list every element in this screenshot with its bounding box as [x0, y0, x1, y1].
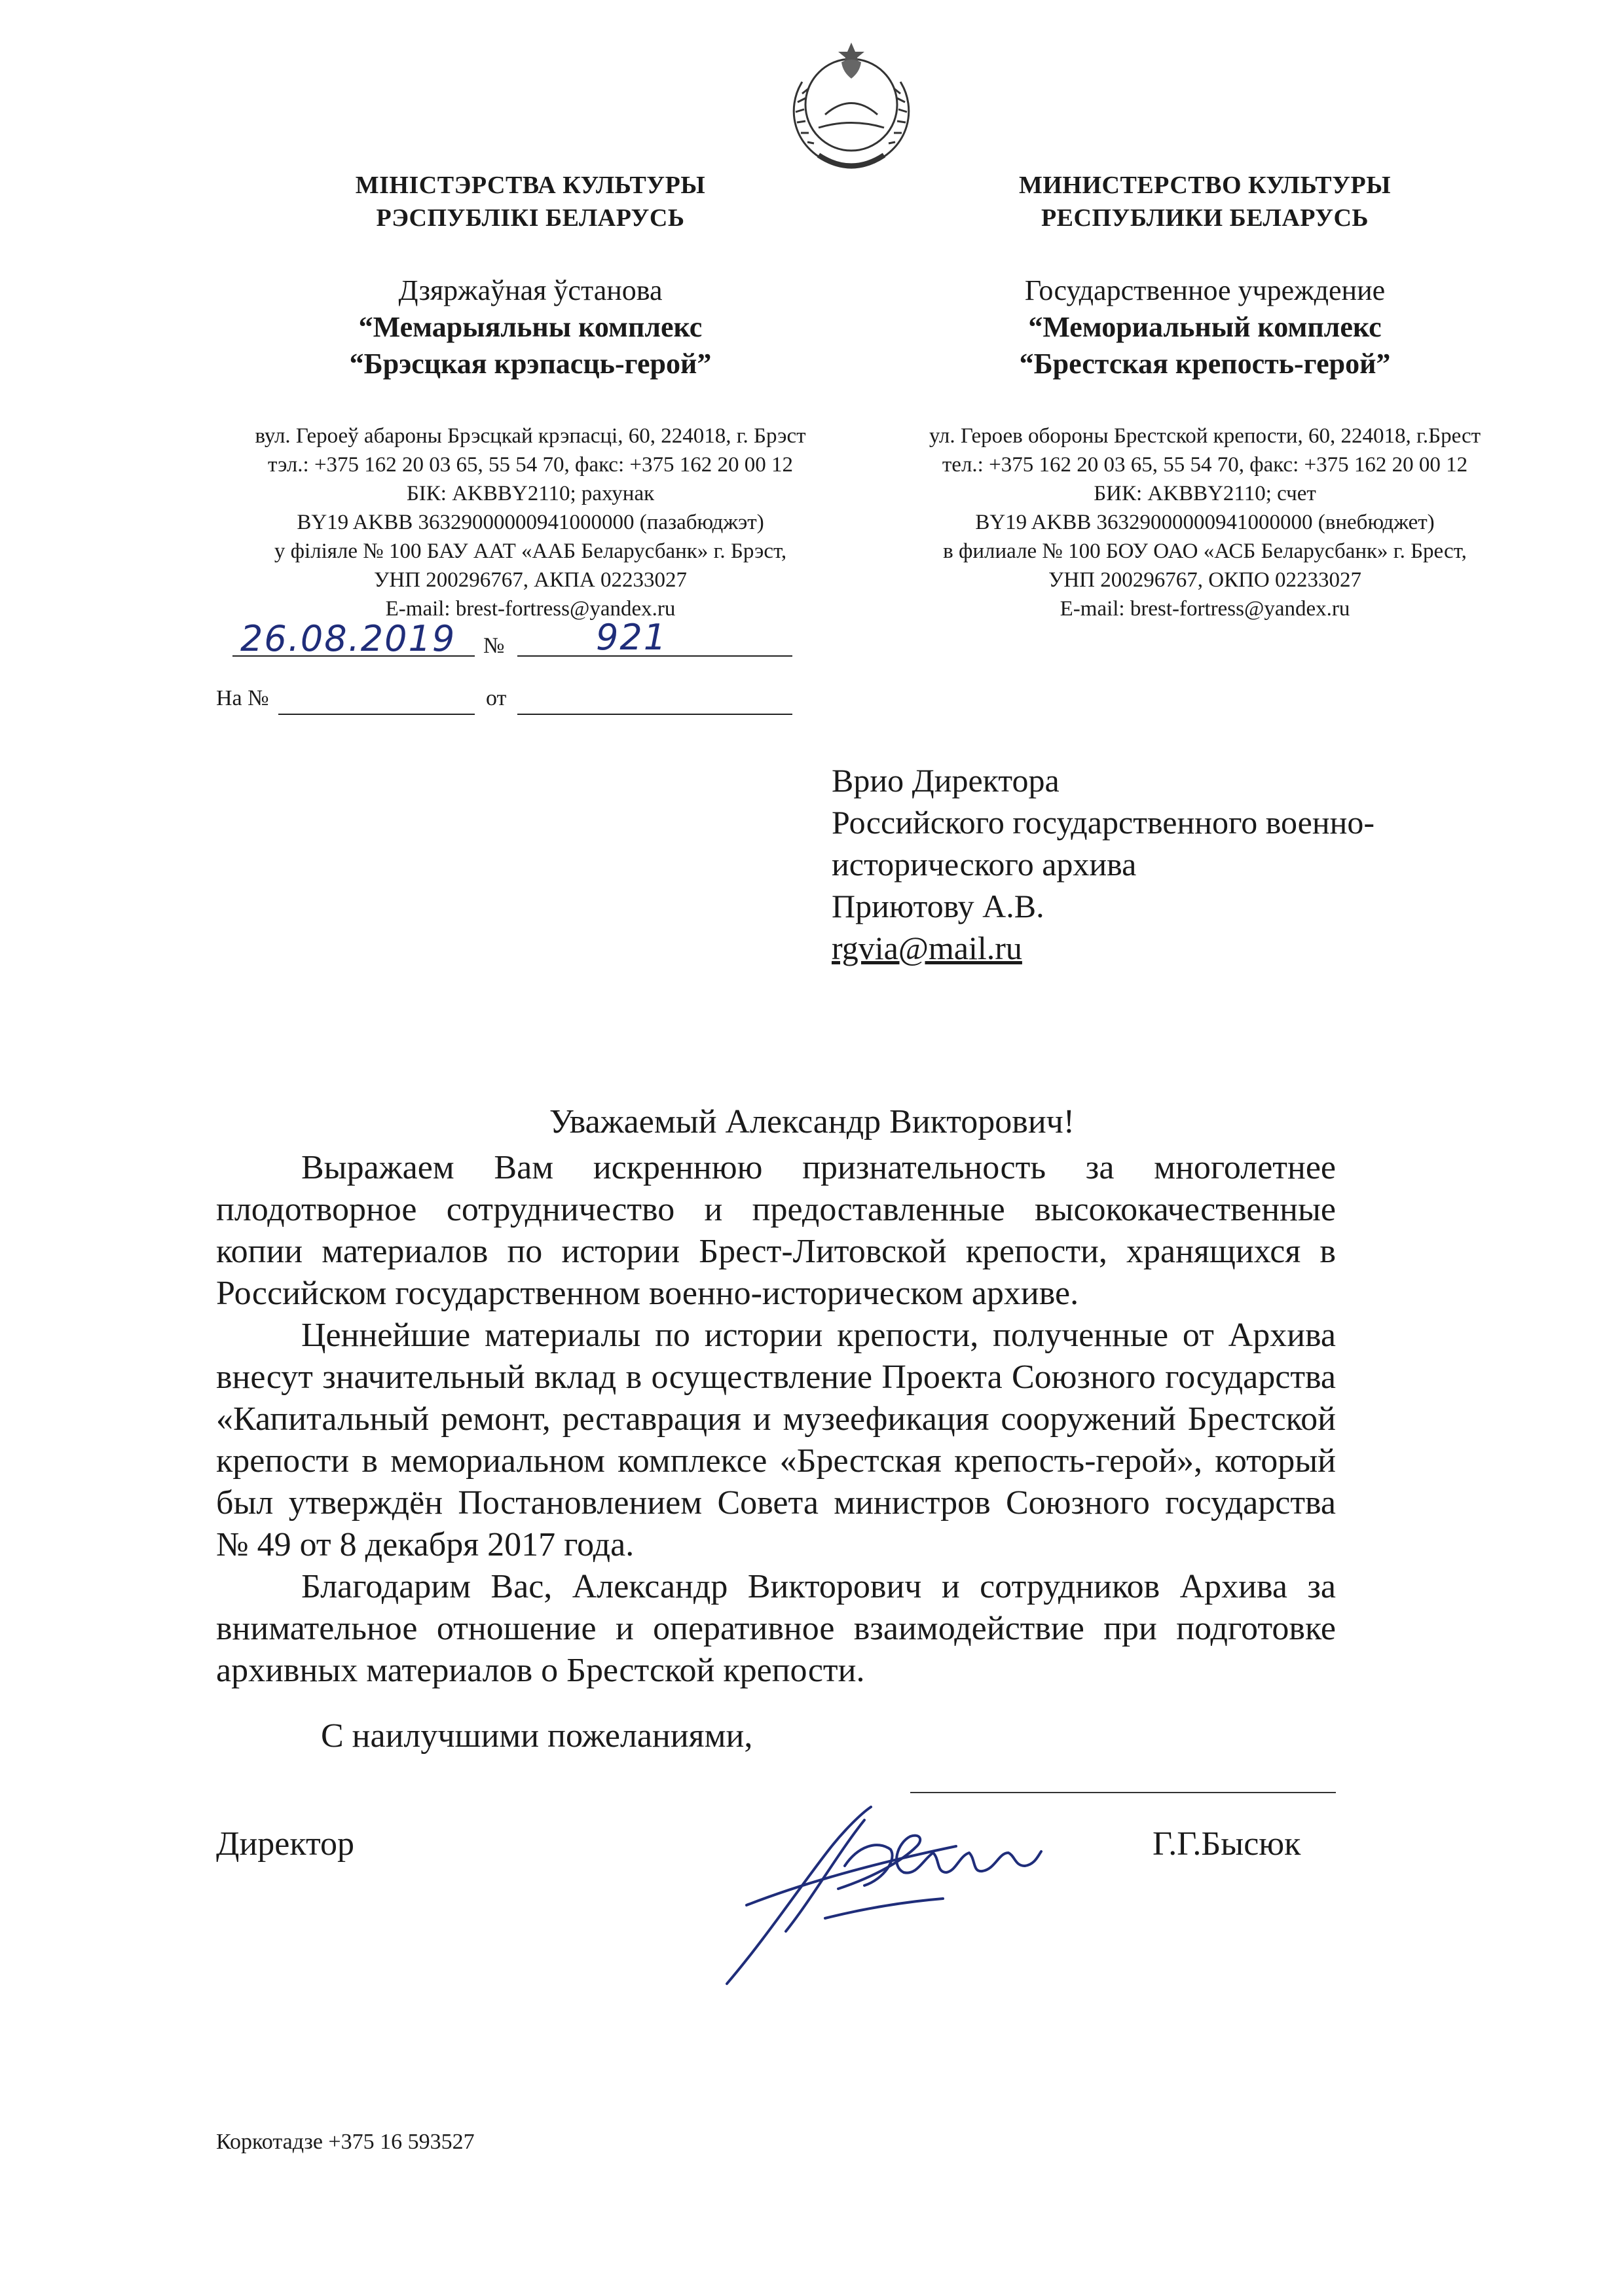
requisite-line: БІК: AKBBY2110; рахунак: [406, 482, 655, 505]
requisite-line: ул. Героев обороны Брестской крепости, 60, 224018, г.Брест: [929, 424, 1481, 448]
body-paragraph: Выражаем Вам искреннюю признательность за многолетнее плодотворное сотрудничество и предоставленные высококачественные копии материалов по истории Брест-Литовской крепости, хранящихся в Российском государственном военно-историческом архиве.: [216, 1149, 1336, 1312]
institution-type-ru: Государственное учреждение: [1024, 274, 1386, 306]
outgoing-date-field: [232, 618, 475, 659]
reference-number-line: [278, 714, 475, 715]
institution-name-line-2: “Брестская крепость-герой”: [1019, 348, 1391, 380]
letter-body: [216, 1147, 1336, 1692]
handwritten-signature: [707, 1768, 1074, 2003]
institution-type-be: Дзяржаўная ўстанова: [398, 274, 663, 306]
addressee-block: [832, 759, 1375, 969]
executor-contact: Коркотадзе +375 16 593527: [216, 2130, 475, 2154]
signatory-title: Директор: [216, 1825, 354, 1863]
outgoing-number-field: [517, 617, 792, 658]
requisite-line: БИК: AKBBY2110; счет: [1094, 482, 1316, 505]
addressee-email-link[interactable]: rgvia@mail.ru: [832, 930, 1022, 966]
institution-name-line-1: “Мемарыяльны комплекс: [358, 311, 703, 343]
reference-date-label: от: [486, 686, 507, 710]
salutation: Уважаемый Александр Викторович!: [549, 1103, 1075, 1140]
ministry-line-1: МІНІСТЭРСТВА КУЛЬТУРЫ: [355, 172, 706, 199]
requisite-line: BY19 AKBB 36329000000941000000 (внебюджет): [975, 511, 1435, 534]
reference-date-line: [517, 714, 792, 715]
ministry-name-ru: [877, 169, 1532, 234]
requisite-line: BY19 AKBB 36329000000941000000 (пазабюджэт): [297, 511, 764, 534]
addressee-name: Приютову А.В.: [832, 888, 1044, 924]
requisite-line: УНП 200296767, АКПА 02233027: [373, 568, 688, 592]
institution-name-line-2: “Брэсцкая крэпасць-герой”: [349, 348, 712, 380]
requisite-line: УНП 200296767, ОКПО 02233027: [1048, 568, 1362, 592]
ministry-line-2: РЕСПУБЛИКИ БЕЛАРУСЬ: [1041, 204, 1369, 232]
state-emblem-icon: [773, 36, 930, 180]
requisite-line: E-mail: brest-fortress@yandex.ru: [1060, 597, 1350, 621]
letterhead-belarusian: [203, 169, 858, 623]
closing-phrase: С наилучшими пожеланиями,: [321, 1717, 753, 1755]
addressee-organization-line-2: исторического архива: [832, 846, 1137, 883]
letterhead-russian: [877, 169, 1532, 623]
body-paragraph: Ценнейшие материалы по истории крепости, полученные от Архива внесут значительный вклад в осуществление Проекта Союзного государства «Капитальный ремонт, реставрация и музеефикация сооружений Брестской крепости в мемориальном комплексе «Брестская крепость-герой», который был утверждён Постановлением Совета министров Союзного государства № 49 от 8 декабря 2017 года.: [216, 1317, 1336, 1563]
requisites-be: [203, 422, 858, 623]
requisites-ru: [877, 422, 1532, 623]
ministry-line-1: МИНИСТЕРСТВО КУЛЬТУРЫ: [1018, 172, 1392, 199]
outgoing-date-handwritten: 26.08.2019: [240, 618, 456, 659]
addressee-organization-line-1: Российского государственного военно-: [832, 804, 1375, 841]
requisite-line: у філіяле № 100 БАУ ААТ «ААБ Беларусбанк» г. Брэст,: [274, 539, 787, 563]
reference-number-label: На №: [216, 686, 269, 710]
institution-name-ru: [877, 309, 1532, 382]
body-paragraph: Благодарим Вас, Александр Викторович и сотрудников Архива за внимательное отношение и оперативное взаимодействие при подготовке архивных материалов о Брестской крепости.: [216, 1568, 1336, 1689]
ministry-line-2: РЭСПУБЛІКІ БЕЛАРУСЬ: [376, 204, 685, 232]
requisite-line: E-mail: brest-fortress@yandex.ru: [385, 597, 676, 621]
requisite-line: тел.: +375 162 20 03 65, 55 54 70, факс: +375 162 20 00 12: [942, 453, 1468, 477]
requisite-line: вул. Героеў абароны Брэсцкай крэпасці, 60, 224018, г. Брэст: [255, 424, 806, 448]
addressee-position: Врио Директора: [832, 762, 1060, 799]
institution-name-be: [203, 309, 858, 382]
requisite-line: тэл.: +375 162 20 03 65, 55 54 70, факс: +375 162 20 00 12: [268, 453, 793, 477]
outgoing-number-label: №: [483, 634, 505, 658]
outgoing-number-handwritten: 921: [596, 617, 668, 658]
institution-name-line-1: “Мемориальный комплекс: [1028, 311, 1382, 343]
requisite-line: в филиале № 100 БОУ ОАО «АСБ Беларусбанк» г. Брест,: [943, 539, 1467, 563]
signatory-name: Г.Г.Бысюк: [1153, 1825, 1301, 1863]
ministry-name-be: [203, 169, 858, 234]
